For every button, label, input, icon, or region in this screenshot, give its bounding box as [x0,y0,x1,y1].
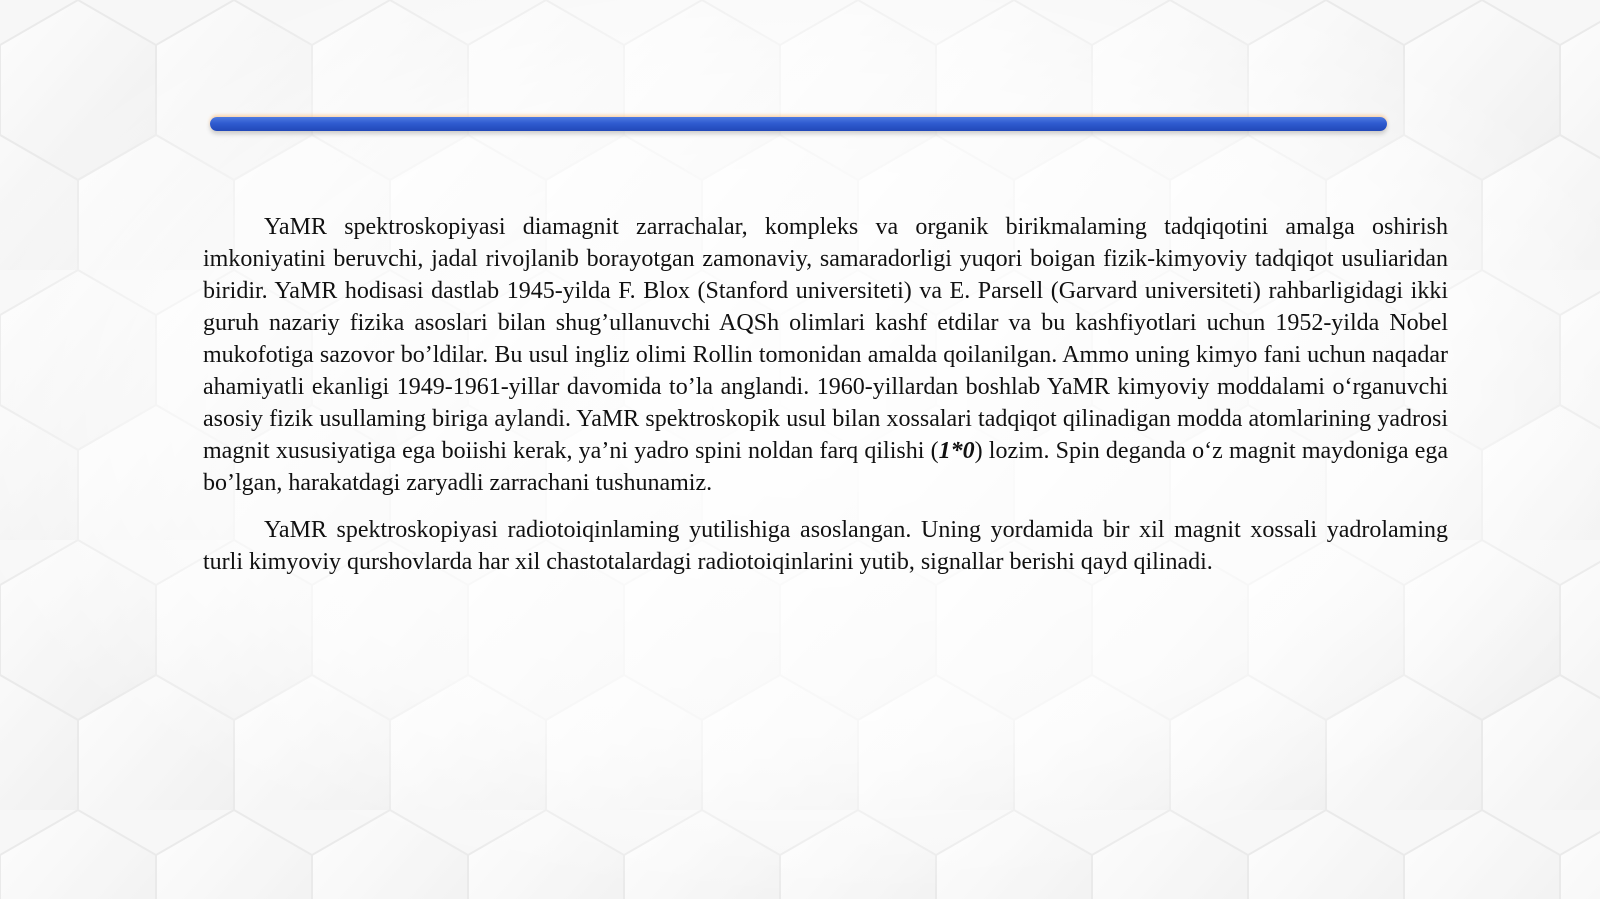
title-accent-bar [210,117,1387,131]
paragraph-2: YaMR spektroskopiyasi radiotoiqinlaming yutilishiga asoslangan. Uning yordamida bir xil magnit xossali yadrolaming turli kimyoviy qurshovlarda har xil chastotalardagi radiotoiqinlarini yutib, signallar berishi qayd qilinadi. [203,517,1448,575]
paragraph-1 [203,211,1448,499]
body-text [203,211,1448,593]
paragraph-1-text-end: ) lozim. Spin deganda o‘z magnit maydoniga ega bo’lgan, harakatdagi zaryadli zarrachani tushunamiz. [203,438,1448,496]
paragraph-1-text-start: YaMR spektroskopiyasi diamagnit zarrachalar, kompleks va organik birikmalaming tadqiqotini amalga oshirish imkoniyatini beruvchi, jadal rivojlanib borayotgan zamonaviy, samaradorligi yuqori boigan fizik-kimyoviy tadqiqot usuliaridan biridir. YaMR hodisasi dastlab 1945-yilda F. Blox (Stanford universiteti) va E. Parsell (Garvard universiteti) rahbarligidagi ikki guruh nazariy fizika asoslari bilan shug’ullanuvchi AQSh olimlari kashf etdilar va bu kashfiyotlari uchun 1952-yilda Nobel mukofotiga sazovor bo’ldilar. Bu usul ingliz olimi Rollin tomonidan amalda qoilanilgan. Ammo uning kimyo fani uchun naqadar ahamiyatli ekanligi 1949-1961-yillar davomida to’la anglandi. 1960-yillardan boshlab YaMR kimyoviy moddalami o‘rganuvchi asosiy fizik usullaming biriga aylandi. YaMR spektroskopik usul bilan xossalari tadqiqot qilinadigan modda atomlarining yadrosi magnit xususiyatiga ega boiishi kerak, ya’ni yadro spini noldan farq qilishi ( [203,214,1448,464]
paragraph-1-emphasis: 1*0 [938,438,975,464]
